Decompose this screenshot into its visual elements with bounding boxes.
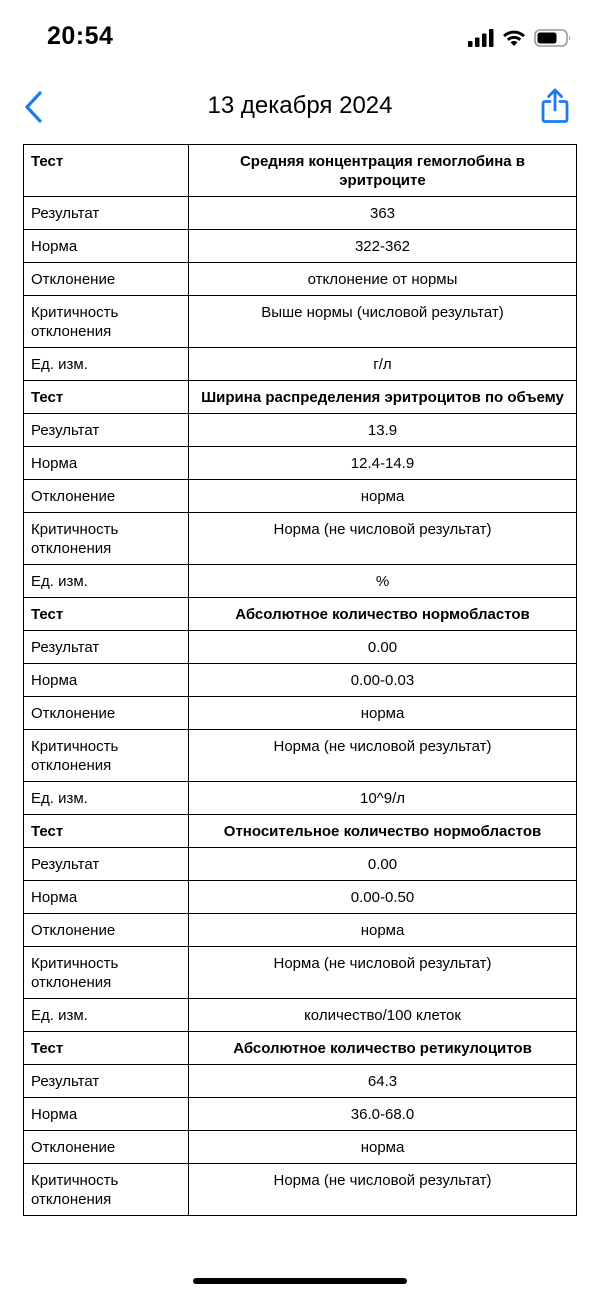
norm-row (24, 447, 577, 480)
result-value: 0.00 (189, 848, 577, 881)
result-label: Результат (24, 414, 189, 447)
deviation-row (24, 697, 577, 730)
deviation-value: норма (189, 697, 577, 730)
unit-row (24, 565, 577, 598)
result-label: Результат (24, 848, 189, 881)
unit-value: г/л (189, 348, 577, 381)
unit-row (24, 348, 577, 381)
criticality-label: Критичность отклонения (24, 1164, 189, 1216)
chevron-left-icon (24, 90, 44, 124)
share-icon (541, 88, 569, 124)
result-row (24, 414, 577, 447)
test-name-row (24, 1032, 577, 1065)
test-name-row (24, 381, 577, 414)
unit-value: количество/100 клеток (189, 999, 577, 1032)
deviation-label: Отклонение (24, 697, 189, 730)
deviation-label: Отклонение (24, 480, 189, 513)
criticality-value: Норма (не числовой результат) (189, 947, 577, 999)
criticality-label: Критичность отклонения (24, 513, 189, 565)
test-name-label: Тест (24, 1032, 189, 1065)
wifi-icon (502, 29, 526, 47)
status-bar (0, 0, 600, 78)
criticality-row (24, 1164, 577, 1216)
norm-row (24, 664, 577, 697)
test-name-value: Относительное количество нормобластов (189, 815, 577, 848)
result-label: Результат (24, 197, 189, 230)
criticality-label: Критичность отклонения (24, 947, 189, 999)
test-name-label: Тест (24, 598, 189, 631)
norm-label: Норма (24, 447, 189, 480)
test-name-label: Тест (24, 815, 189, 848)
unit-label: Ед. изм. (24, 348, 189, 381)
unit-label: Ед. изм. (24, 782, 189, 815)
criticality-value: Норма (не числовой результат) (189, 513, 577, 565)
result-row (24, 631, 577, 664)
home-indicator[interactable] (193, 1278, 407, 1284)
test-name-value: Средняя концентрация гемоглобина в эритроците (189, 145, 577, 197)
test-name-row (24, 145, 577, 197)
criticality-value: Выше нормы (числовой результат) (189, 296, 577, 348)
page-title: 13 декабря 2024 (207, 92, 393, 119)
result-row (24, 1065, 577, 1098)
test-name-row (24, 815, 577, 848)
deviation-label: Отклонение (24, 1131, 189, 1164)
unit-label: Ед. изм. (24, 999, 189, 1032)
test-name-value: Абсолютное количество нормобластов (189, 598, 577, 631)
norm-value: 0.00-0.03 (189, 664, 577, 697)
criticality-row (24, 296, 577, 348)
unit-value: 10^9/л (189, 782, 577, 815)
test-name-value: Ширина распределения эритроцитов по объему (189, 381, 577, 414)
unit-row (24, 999, 577, 1032)
norm-value: 322-362 (189, 230, 577, 263)
norm-label: Норма (24, 1098, 189, 1131)
norm-row (24, 881, 577, 914)
result-label: Результат (24, 1065, 189, 1098)
criticality-label: Критичность отклонения (24, 730, 189, 782)
back-button[interactable] (18, 88, 50, 126)
battery-icon (534, 29, 572, 47)
share-button[interactable] (538, 86, 572, 126)
deviation-value: норма (189, 914, 577, 947)
deviation-label: Отклонение (24, 914, 189, 947)
result-row (24, 848, 577, 881)
norm-label: Норма (24, 881, 189, 914)
criticality-value: Норма (не числовой результат) (189, 730, 577, 782)
test-name-label: Тест (24, 145, 189, 197)
norm-value: 12.4-14.9 (189, 447, 577, 480)
result-value: 64.3 (189, 1065, 577, 1098)
cellular-signal-icon (468, 29, 494, 47)
norm-value: 36.0-68.0 (189, 1098, 577, 1131)
norm-row (24, 1098, 577, 1131)
unit-row (24, 782, 577, 815)
norm-label: Норма (24, 230, 189, 263)
criticality-row (24, 513, 577, 565)
deviation-value: норма (189, 1131, 577, 1164)
unit-value: % (189, 565, 577, 598)
deviation-row (24, 914, 577, 947)
test-name-value: Абсолютное количество ретикулоцитов (189, 1032, 577, 1065)
deviation-value: норма (189, 480, 577, 513)
criticality-row (24, 730, 577, 782)
test-name-row (24, 598, 577, 631)
result-row (24, 197, 577, 230)
status-icons (468, 27, 572, 49)
criticality-label: Критичность отклонения (24, 296, 189, 348)
status-time: 20:54 (47, 22, 114, 50)
navigation-bar (0, 78, 600, 136)
deviation-row (24, 480, 577, 513)
norm-row (24, 230, 577, 263)
results-scroll-area[interactable] (23, 136, 577, 1246)
deviation-row (24, 263, 577, 296)
deviation-label: Отклонение (24, 263, 189, 296)
criticality-row (24, 947, 577, 999)
norm-label: Норма (24, 664, 189, 697)
criticality-value: Норма (не числовой результат) (189, 1164, 577, 1216)
deviation-value: отклонение от нормы (189, 263, 577, 296)
deviation-row (24, 1131, 577, 1164)
norm-value: 0.00-0.50 (189, 881, 577, 914)
results-table (23, 144, 577, 1216)
result-value: 0.00 (189, 631, 577, 664)
unit-label: Ед. изм. (24, 565, 189, 598)
result-value: 13.9 (189, 414, 577, 447)
result-value: 363 (189, 197, 577, 230)
test-name-label: Тест (24, 381, 189, 414)
result-label: Результат (24, 631, 189, 664)
